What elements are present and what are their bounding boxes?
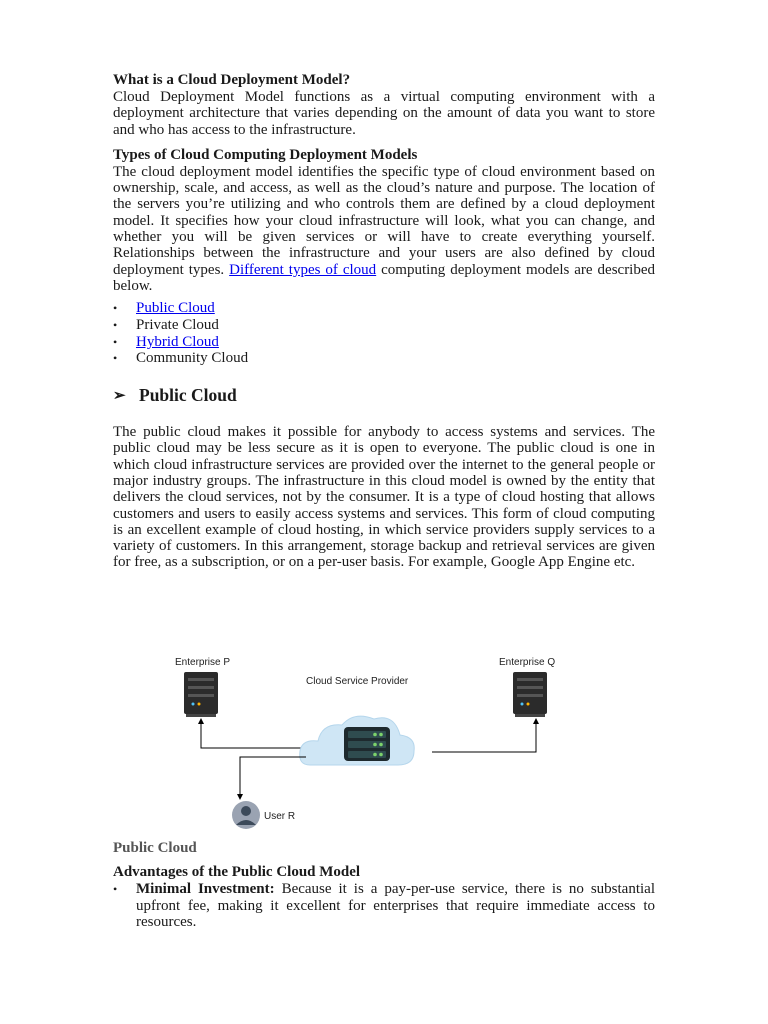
public-cloud-paragraph: The public cloud makes it possible for anybody to access systems and services. The public cloud may be less secure as it is open to everyone. The public cloud is one in which cloud infrastructure services are provided over the internet to the general people or major industry groups. The infrastructure in this cloud model is owned by the entity that delivers the cloud services, not by the consumer. It is a type of cloud hosting that allows customers and users to easily access systems and services. This form of cloud computing is an excellent example of cloud hosting, in which service providers supply services to a variety of customers. In this arrangement, storage backup and retrieval services are given for free, as a subscription, or on a per-user basis. For example, Google App Engine etc.: [113, 424, 655, 571]
arrow-up-icon: [198, 718, 204, 724]
advantages-heading: Advantages of the Public Cloud Model: [113, 864, 361, 880]
list-item: [113, 350, 655, 367]
list-item: [113, 881, 655, 931]
enterprise-p-label: Enterprise P: [175, 657, 231, 668]
types-text-after-link: computing deployment models are described below.: [113, 261, 656, 294]
enterprise-q-label: Enterprise Q: [499, 657, 556, 668]
user-r-label: User R: [264, 811, 296, 822]
bullet-icon: •: [113, 334, 118, 349]
types-paragraph: [113, 164, 655, 294]
deployment-types-list: [113, 300, 655, 367]
document-content: [113, 72, 655, 571]
cloud-provider-label: Cloud Service Provider: [306, 676, 409, 687]
server-icon: [184, 672, 218, 717]
bullet-icon: •: [113, 882, 118, 896]
public-cloud-section-title: [113, 385, 655, 406]
server-icon: [513, 672, 547, 717]
list-item: [113, 300, 655, 317]
different-types-link[interactable]: Different types of cloud: [229, 261, 377, 278]
types-heading: Types of Cloud Computing Deployment Models: [113, 146, 418, 163]
community-cloud-label: Community Cloud: [136, 350, 249, 367]
hybrid-cloud-link[interactable]: Hybrid Cloud: [136, 333, 219, 350]
intro-heading: What is a Cloud Deployment Model?: [113, 72, 351, 88]
bullet-icon: •: [113, 317, 118, 332]
public-cloud-link[interactable]: Public Cloud: [136, 300, 215, 317]
arrow-down-icon: [237, 794, 243, 800]
intro-paragraph: Cloud Deployment Model functions as a virtual computing environment with a deployment architecture that varies depending on the amount of data you want to store and who has access to the infrastructure.: [113, 89, 655, 138]
advantages-section: [113, 864, 655, 931]
bullet-icon: •: [113, 301, 118, 316]
public-cloud-title: Public Cloud: [139, 385, 237, 406]
list-item: [113, 334, 655, 351]
enterprise-q-group: [430, 645, 560, 765]
cloud-icon: [300, 716, 415, 765]
arrow-up-icon: [533, 718, 539, 724]
list-item: [113, 317, 655, 334]
private-cloud-label: Private Cloud: [136, 316, 219, 333]
figure-caption: Public Cloud: [113, 840, 197, 856]
public-cloud-diagram: [170, 645, 460, 835]
connector-p: [201, 721, 307, 748]
bullet-icon: •: [113, 351, 118, 366]
user-icon: [232, 801, 260, 829]
advantage-term: Minimal Investment:: [136, 881, 275, 897]
connector-q: [432, 721, 536, 752]
advantage-text: Because it is a pay-per-use service, there is no substantial upfront fee, making it excellent for enterprises that require immediate access to resources.: [136, 881, 656, 931]
connector-r: [240, 757, 306, 797]
types-text-before-link: The cloud deployment model identifies the specific type of cloud environment based on ownership, scale, and access, as well as the cloud’s nature and purpose. The location of the servers you’re utilizing and who controls them are defined by a cloud deployment model. It specifies how your cloud infrastructure will look, what you can change, and whether you will be given services or will have to create everything yourself. Relationships between the infrastructure and your users are also defined by cloud deployment types.: [113, 163, 655, 278]
arrow-bullet-icon: ➢: [113, 388, 126, 405]
